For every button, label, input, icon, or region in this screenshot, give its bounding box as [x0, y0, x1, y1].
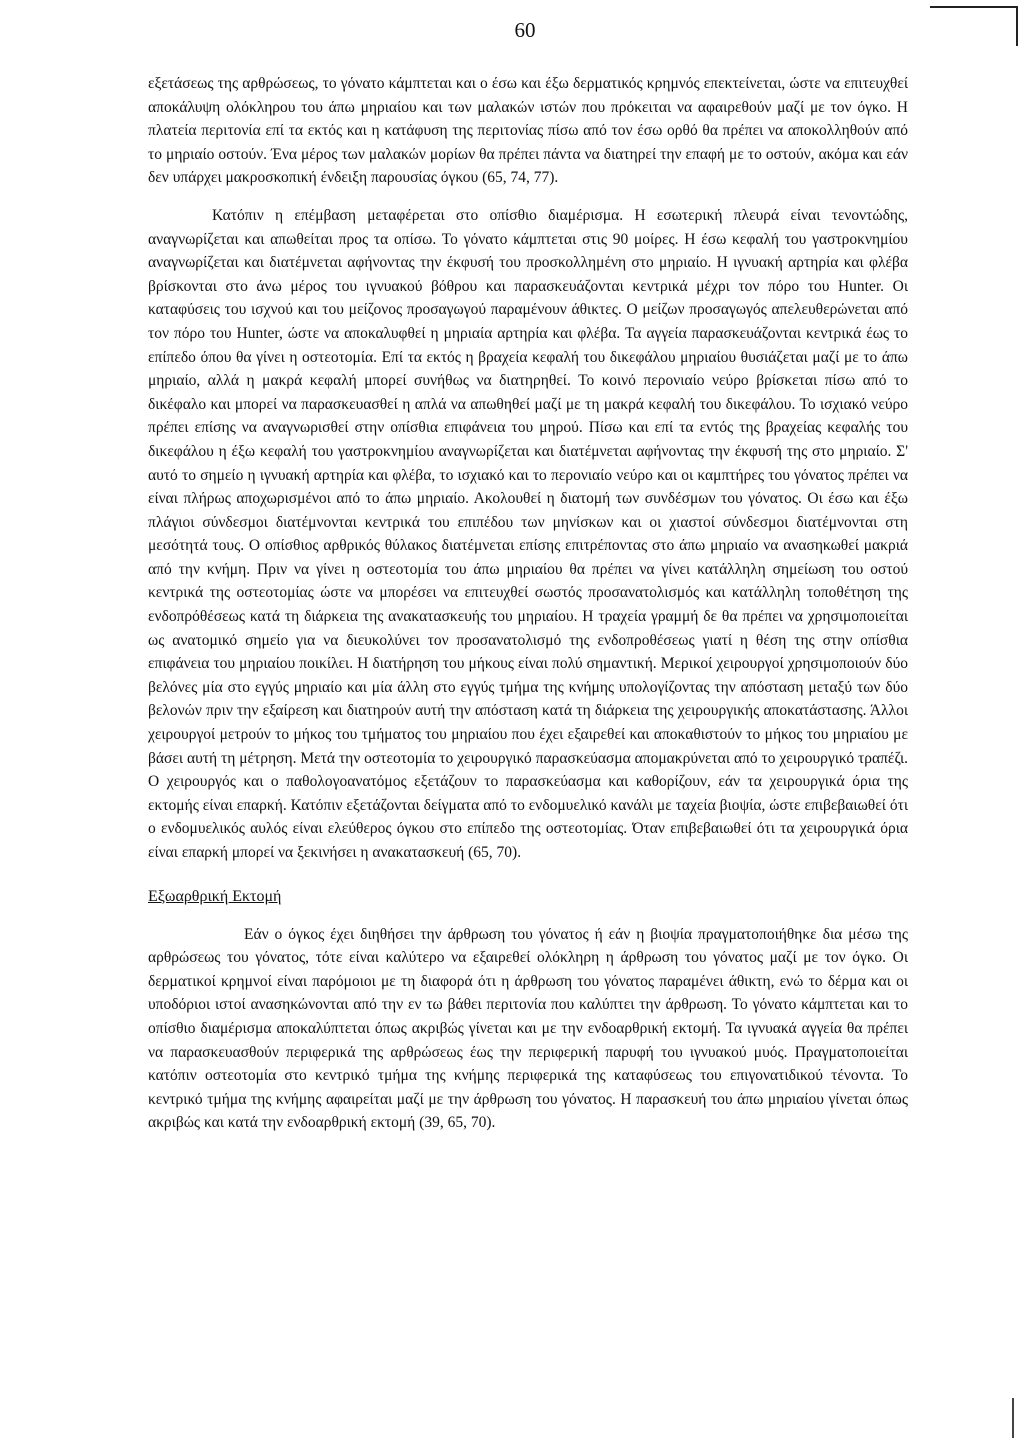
paragraph-posterior-compartment: Κατόπιν η επέμβαση μεταφέρεται στο οπίσθιο διαμέρισμα. Η εσωτερική πλευρά είναι τενοντώδης, αναγνωρίζεται και απωθείται προς τα οπίσω. Το γόνατο κάμπτεται στις 90 μοίρες. Η έσω κεφαλή του γαστροκνημίου αναγνωρίζεται και διατέμνεται αφήνοντας την έκφυσή του προσκολλημένη στο μηριαίο. Η ιγνυακή αρτηρία και φλέβα βρίσκονται στο άνω μέρος του ιγνυακού βόθρου και παρασκευάζονται κεντρικά μέχρι τον πόρο του Hunter. Οι καταφύσεις του ισχνού και του μείζονος προσαγωγού παραμένουν άθικτες. Ο μείζων προσαγωγός απελευθερώνεται από τον πόρο του Hunter, ώστε να αποκαλυφθεί η μηριαία αρτηρία και φλέβα. Τα αγγεία παρασκευάζονται κεντρικά έως το επίπεδο όπου θα γίνει η οστεοτομία. Επί τα εκτός η βραχεία κεφαλή του δικεφάλου μηριαίου θυσιάζεται μαζί με το άπω μηριαίο, αλλά η μακρά κεφαλή μπορεί συνήθως να διατηρηθεί. Το κοινό περονιαίο νεύρο βρίσκεται πίσω από το δικέφαλο και μπορεί να παρασκευασθεί η απλά να απωθηθεί μαζί με τη μακρά κεφαλή του δικεφάλου. Το ισχιακό νεύρο πρέπει επίσης να αναγνωρισθεί στην οπίσθια επιφάνεια του μηρού. Πίσω και επί τα εντός της βραχείας κεφαλής του δικεφάλου η έξω κεφαλή του γαστροκνημίου αναγνωρίζεται και διατέμνεται αφήνοντας την έκφυσή της στο μηριαίο. Σ' αυτό το σημείο η ιγνυακή αρτηρία και φλέβα, το ισχιακό και το περονιαίο νεύρο και οι καμπτήρες του γόνατος πρέπει να είναι πλήρως αποχωρισμένοι από το άπω μηριαίο. Ακολουθεί η διατομή των συνδέσμων του γόνατος. Οι έσω και έξω πλάγιοι σύνδεσμοι διατέμνονται κεντρικά του επιπέδου των μηνίσκων και οι χιαστοί σύνδεσμοι διατέμνονται στη μεσότητά τους. Ο οπίσθιος αρθρικός θύλακος διατέμνεται επίσης επιτρέποντας στο άπω μηριαίο να ανασηκωθεί μακριά από την κνήμη. Πριν να γίνει η οστεοτομία του άπω μηριαίου θα πρέπει να γίνει κατάλληλη σημείωση του οστού κεντρικά της οστεοτομίας ώστε να μπορέσει να επιτευχθεί σωστός προσανατολισμός και κατάλληλη τοποθέτηση της ενδοπρόθέσεως κατά τη διάρκεια της ανακατασκευής του μηριαίου. Η τραχεία γραμμή δε θα πρέπει να χρησιμοποιείται ως ανατομικό σημείο για να διευκολύνει τον προσανατολισμό της ενδοπροθέσεως γιατί η θέση της στην οπίσθια επιφάνεια του μηριαίου ποικίλει. Η διατήρηση του μήκους είναι πολύ σημαντική. Μερικοί χειρουργοί χρησιμοποιούν δύο βελόνες μία στο εγγύς μηριαίο και μία άλλη στο εγγύς τμήμα της κνήμης υπολογίζοντας την απόσταση μεταξύ των δύο βελονών πριν την εξαίρεση και διατηρούν αυτή την απόσταση κατά τη διάρκεια της χειρουργικής αποκατάστασης. Άλλοι χειρουργοί μετρούν το μήκος του τμήματος του μηριαίου που έχει εξαιρεθεί και αποκαθιστούν το μήκος του μηριαίου με βάσει αυτή τη μέτρηση. Μετά την οστεοτομία το χειρουργικό παρασκεύασμα απομακρύνεται από το χειρουργικό τραπέζι. Ο χειρουργός και ο παθολογοανατόμος εξετάζουν το παρασκεύασμα και καθορίζουν, εάν τα χειρουργικά όρια της εκτομής είναι επαρκή. Κατόπιν εξετάζονται δείγματα από το ενδομυελικό κανάλι με ταχεία βιοψία, ώστε επιβεβαιωθεί ότι ο ενδομυελικός αυλός είναι ελεύθερος όγκου στο επίπεδο της οστεοτομίας. Όταν επιβεβαιωθεί ότι τα χειρουργικά όρια είναι επαρκή μπορεί να ξεκινήσει η ανακατασκευή (65, 70). — [148, 206, 908, 861]
scan-border-bottom-right — [1012, 1398, 1014, 1438]
scan-border-right — [1016, 6, 1018, 46]
scan-border-top — [930, 6, 1018, 8]
page-body — [148, 72, 908, 1135]
paragraph-extra-articular-resection: Εάν ο όγκος έχει διηθήσει την άρθρωση του γόνατος ή εάν η βιοψία πραγματοποιήθηκε δια μέσω της αρθρώσεως του γόνατος, τότε είναι καλύτερο να εξαιρεθεί ολόκληρη η άρθρωση του γόνατος μαζί με τον όγκο. Οι δερματικοί κρημνοί είναι παρόμοιοι με τη διαφορά ότι η άρθρωση του γόνατος παραμένει άθικτη, ενώ το δέρμα και οι υποδόριοι ιστοί ανασηκώνονται από την εν τω βάθει περιτονία που καλύπτει την άρθρωση. Το γόνατο κάμπτεται και το οπίσθιο διαμέρισμα αποκαλύπτεται όπως ακριβώς γίνεται και με την ενδοαρθρική εκτομή. Τα ιγνυακά αγγεία θα πρέπει να παρασκευασθούν περιφερικά της αρθρώσεως έως την περιφερική παρυφή του ιγνυακού μυός. Πραγματοποιείται κατόπιν οστεοτομία στο κεντρικό τμήμα της κνήμης περιφερικά της καταφύσεως του επιγονατιδικού τένοντα. Το κεντρικό τμήμα της κνήμης αφαιρείται μαζί με την άρθρωση του γόνατος. Η παρασκευή του άπω μηριαίου γίνεται όπως ακριβώς και κατά την ενδοαρθρική εκτομή (39, 65, 70). — [148, 925, 908, 1132]
section-heading: Εξωαρθρική Εκτομή — [148, 887, 282, 905]
page-number: 60 — [514, 18, 536, 42]
paragraph-continuation: εξετάσεως της αρθρώσεως, το γόνατο κάμπτεται και ο έσω και έξω δερματικός κρημνός επεκτείνεται, ώστε να επιτευχθεί αποκάλυψη ολόκληρου του άπω μηριαίου και των μαλακών ιστών που πρόκειται να αφαιρεθούν μαζί με τον όγκο. Η πλατεία περιτονία επί τα εκτός και η κατάφυση της περιτονίας πίσω από τον έσω ορθό θα πρέπει να αποκολληθούν από το μηριαίο οστούν. Ένα μέρος των μαλακών μορίων θα πρέπει πάντα να διατηρεί την επαφή με το οστούν, ακόμα και εάν δεν υπάρχει μακροσκοπική ένδειξη παρουσίας όγκου (65, 74, 77). — [148, 75, 908, 187]
